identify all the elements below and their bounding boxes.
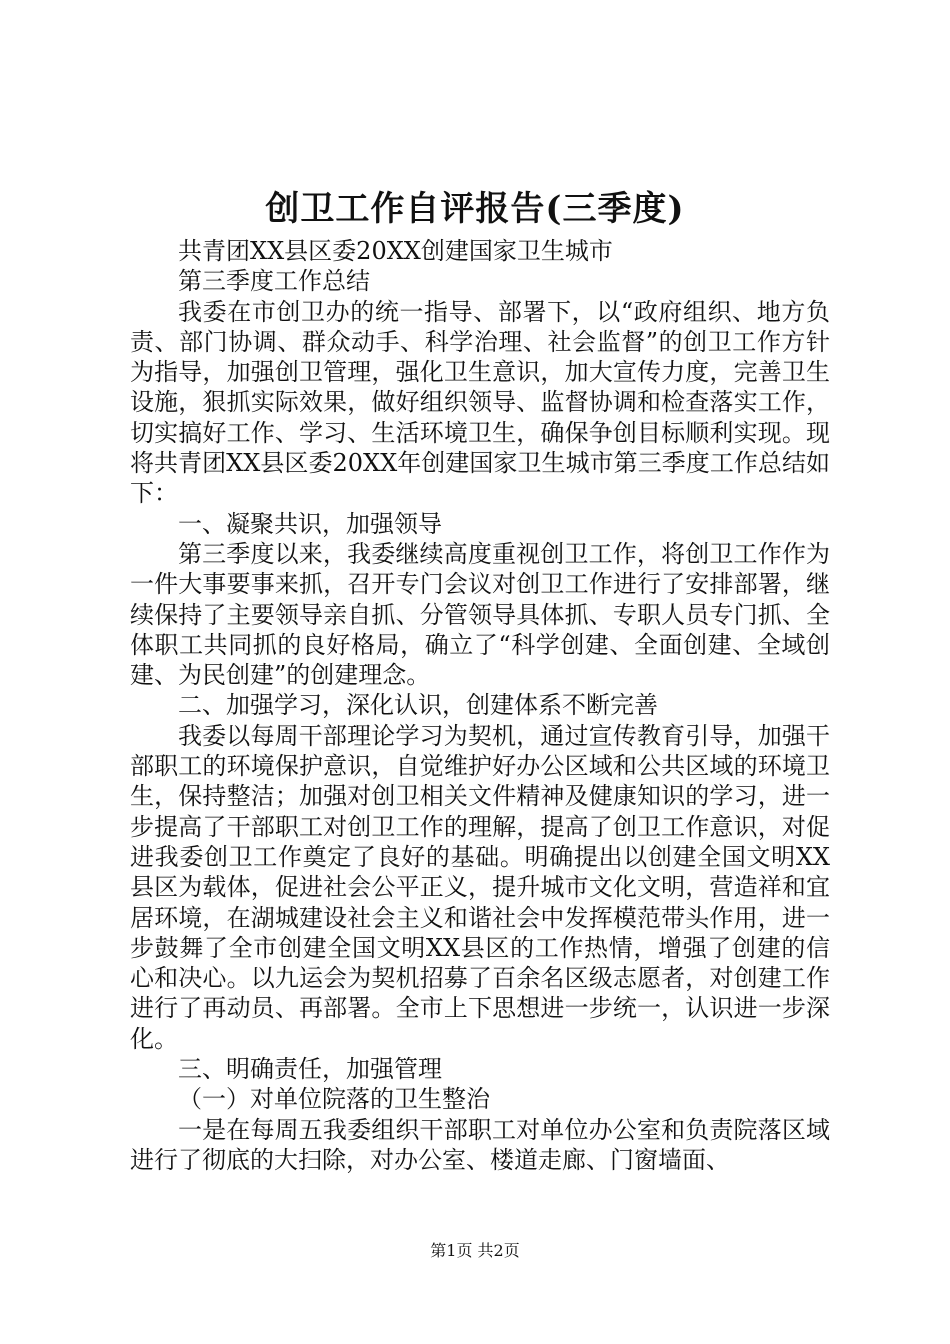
paragraph: 我委以每周干部理论学习为契机，通过宣传教育引导，加强干部职工的环境保护意识，自觉维护好办公区域和公共区域的环境卫生，保持整洁；加强对创卫相关文件精神及健康知识的学习，进一步提高了干部职工对创卫工作的理解，提高了创卫工作意识，对促进我委创卫工作奠定了良好的基础。明确提出以创建全国文明XX县区为载体，促进社会公平正义，提升城市文化文明，营造祥和宜居环境，在湖城建设社会主义和谐社会中发挥模范带头作用，进一步鼓舞了全市创建全国文明XX县区的工作热情，增强了创建的信心和决心。以九运会为契机招募了百余名区级志愿者，对创建工作进行了再动员、再部署。全市上下思想进一步统一，认识进一步深化。 <box>130 721 830 1053</box>
subsection-heading: （一）对单位院落的卫生整治 <box>178 1085 490 1114</box>
section-heading: 三、明确责任，加强管理 <box>178 1055 442 1084</box>
paragraph: 我委在市创卫办的统一指导、部署下，以“政府组织、地方负责、部门协调、群众动手、科学治理、社会监督”的创卫工作方针为指导，加强创卫管理，强化卫生意识，加大宣传力度，完善卫生设施，狠抓实际效果，做好组织领导、监督协调和检查落实工作，切实搞好工作、学习、生活环境卫生，确保争创目标顺利实现。现将共青团XX县区委20XX年创建国家卫生城市第三季度工作总结如下： <box>130 297 830 508</box>
document-body <box>130 236 830 1175</box>
paragraph: 第三季度以来，我委继续高度重视创卫工作，将创卫工作作为一件大事要事来抓，召开专门会议对创卫工作进行了安排部署，继续保持了主要领导亲自抓、分管领导具体抓、专职人员专门抓、全体职工共同抓的良好格局，确立了“科学创建、全面创建、全域创建、为民创建”的创建理念。 <box>130 539 830 690</box>
section-heading: 一、凝聚共识，加强领导 <box>178 509 442 538</box>
paragraph: 共青团XX县区委20XX创建国家卫生城市 <box>178 237 613 265</box>
page-footer: 第1页 共2页 <box>430 1241 520 1260</box>
section-heading: 二、加强学习，深化认识，创建体系不断完善 <box>178 691 658 720</box>
paragraph: 一是在每周五我委组织干部职工对单位办公室和负责院落区域进行了彻底的大扫除，对办公室、楼道走廊、门窗墙面、 <box>130 1115 830 1174</box>
paragraph: 第三季度工作总结 <box>178 267 370 296</box>
document-title: 创卫工作自评报告(三季度) <box>265 189 685 229</box>
